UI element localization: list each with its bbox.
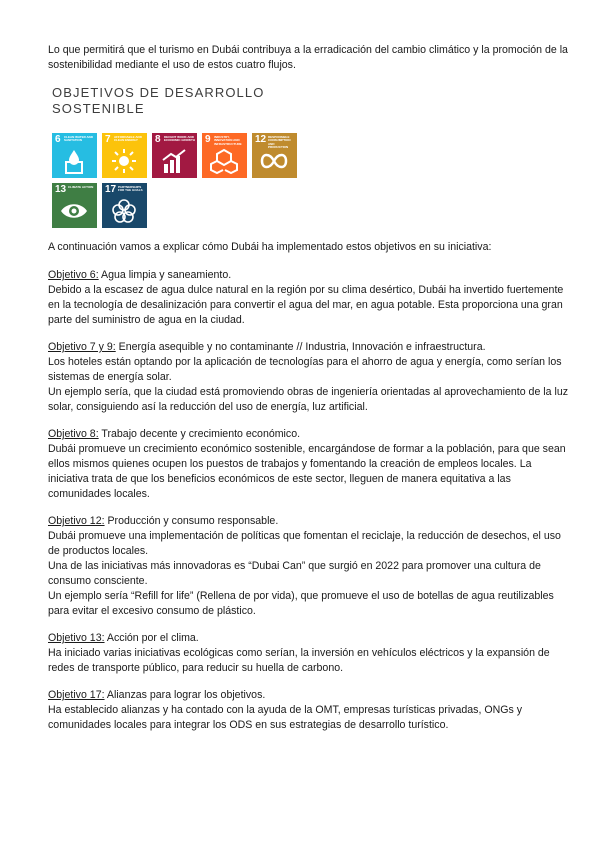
sdg-tile-number: 7 (105, 134, 111, 145)
lead-paragraph: A continuación vamos a explicar cómo Dubái ha implementado estos objetivos en su iniciativa: (48, 241, 492, 253)
objective-section (48, 268, 568, 328)
sdg-tile-number: 17 (105, 184, 117, 195)
sdg-tile-grid (52, 133, 568, 228)
sdg-tile-number: 6 (55, 134, 61, 145)
objective-title: Producción y consumo responsable. (104, 515, 279, 527)
objective-section (48, 427, 568, 502)
objectives-list (48, 268, 568, 733)
sdg-tile-label: PARTNERSHIPS FOR THE GOALS (118, 185, 143, 193)
sdg-tile-number: 9 (205, 134, 211, 145)
sdg-tile-label: CLIMATE ACTION (68, 185, 94, 189)
sdg-tile-number: 8 (155, 134, 161, 145)
objective-body-paragraph: Un ejemplo sería, que la ciudad está promoviendo obras de ingeniería orientadas al aprovechamiento de la luz solar, consiguiendo así la reducción del uso de energía, luz artificial. (48, 386, 569, 413)
sdg-title (52, 85, 568, 117)
sdg-tile-13 (52, 183, 97, 228)
objective-body-paragraph: Ha establecido alianzas y ha contado con la ayuda de la OMT, empresas turísticas privadas, ONGs y comunidades locales para integrar los ODS en sus estrategias de desarrollo turístico. (48, 704, 523, 731)
sdg-tile-label: RESPONSIBLE CONSUMPTION AND PRODUCTION (268, 135, 291, 150)
sdg-tile-8 (152, 133, 197, 178)
objective-heading: Objetivo 6: (48, 269, 99, 281)
sdg-graphic (52, 85, 568, 228)
sdg-tile-17 (102, 183, 147, 228)
sdg-tile-label: CLEAN WATER AND SANITATION (64, 135, 93, 143)
objective-section (48, 688, 568, 733)
objective-title: Agua limpia y saneamiento. (98, 269, 232, 281)
objective-body-paragraph: Una de las iniciativas más innovadoras es “Dubai Can” que surgió en 2022 para promover una cultura de consumo consciente. (48, 560, 541, 587)
objective-body-paragraph: Dubái promueve una implementación de políticas que fomentan el reciclaje, la reducción de desechos, el uso de productos locales. (48, 530, 561, 557)
objective-heading: Objetivo 7 y 9: (48, 341, 116, 353)
sdg-tile-label: INDUSTRY, INNOVATION AND INFRASTRUCTURE (214, 135, 242, 146)
sdg-tile-12 (252, 133, 297, 178)
sdg-tile-9 (202, 133, 247, 178)
objective-title: Energía asequible y no contaminante // Industria, Innovación e infraestructura. (115, 341, 486, 353)
sdg-title-line2: SOSTENIBLE (52, 101, 145, 116)
objective-body-paragraph: Los hoteles están optando por la aplicación de tecnologías para el ahorro de agua y energía, como serían los sistemas de energía solar. (48, 356, 562, 383)
objective-body-paragraph: Un ejemplo sería “Refill for life” (Rellena de por vida), que promueve el uso de botellas de agua reutilizables para evitar el excesivo consumo de plástico. (48, 590, 554, 617)
objective-heading-line (48, 514, 568, 529)
sdg-tile-7 (102, 133, 147, 178)
objective-heading-line (48, 688, 568, 703)
objective-body-paragraph: Ha iniciado varias iniciativas ecológicas como serían, la inversión en vehículos eléctricos y la expansión de redes de transporte público, para reducir su huella de carbono. (48, 647, 550, 674)
sdg-tile-6 (52, 133, 97, 178)
objective-title: Acción por el clima. (104, 632, 199, 644)
objective-heading-line (48, 427, 568, 442)
objective-section (48, 631, 568, 676)
sdg-tile-number: 12 (255, 134, 267, 145)
objective-title: Alianzas para lograr los objetivos. (104, 689, 266, 701)
intro-paragraph: Lo que permitirá que el turismo en Dubái contribuya a la erradicación del cambio climático y la promoción de la sostenibilidad mediante el uso de estos cuatro flujos. (48, 44, 568, 71)
sdg-tile-label: DECENT WORK AND ECONOMIC GROWTH (164, 135, 195, 143)
objective-title: Trabajo decente y crecimiento económico. (98, 428, 301, 440)
objective-section (48, 340, 568, 415)
objective-heading-line (48, 268, 568, 283)
sdg-tile-number: 13 (55, 184, 67, 195)
objective-heading-line (48, 631, 568, 646)
sdg-tile-label: AFFORDABLE AND CLEAN ENERGY (114, 135, 142, 143)
objective-body-paragraph: Dubái promueve un crecimiento económico sostenible, encargándose de formar a la población, para que sean ellos mismos quienes ocupen los puestos de trabajos y fomentando la creación de empleos locales. La iniciativa trata de que los beneficios económicos de este sector, lleguen de manera equitativa a las comunidades locales. (48, 443, 566, 500)
objective-section (48, 514, 568, 619)
objective-heading: Objetivo 13: (48, 632, 105, 644)
sdg-title-line1: OBJETIVOS DE DESARROLLO (52, 85, 265, 100)
document-page (48, 43, 568, 745)
objective-heading: Objetivo 12: (48, 515, 105, 527)
objective-body-paragraph: Debido a la escasez de agua dulce natural en la región por su clima desértico, Dubái ha invertido fuertemente en la tecnología de desalinización para convertir el agua del mar, en agua potable. Esta proporciona una gran parte del suministro de agua en la ciudad. (48, 284, 564, 326)
objective-heading-line (48, 340, 568, 355)
objective-heading: Objetivo 17: (48, 689, 105, 701)
objective-heading: Objetivo 8: (48, 428, 99, 440)
